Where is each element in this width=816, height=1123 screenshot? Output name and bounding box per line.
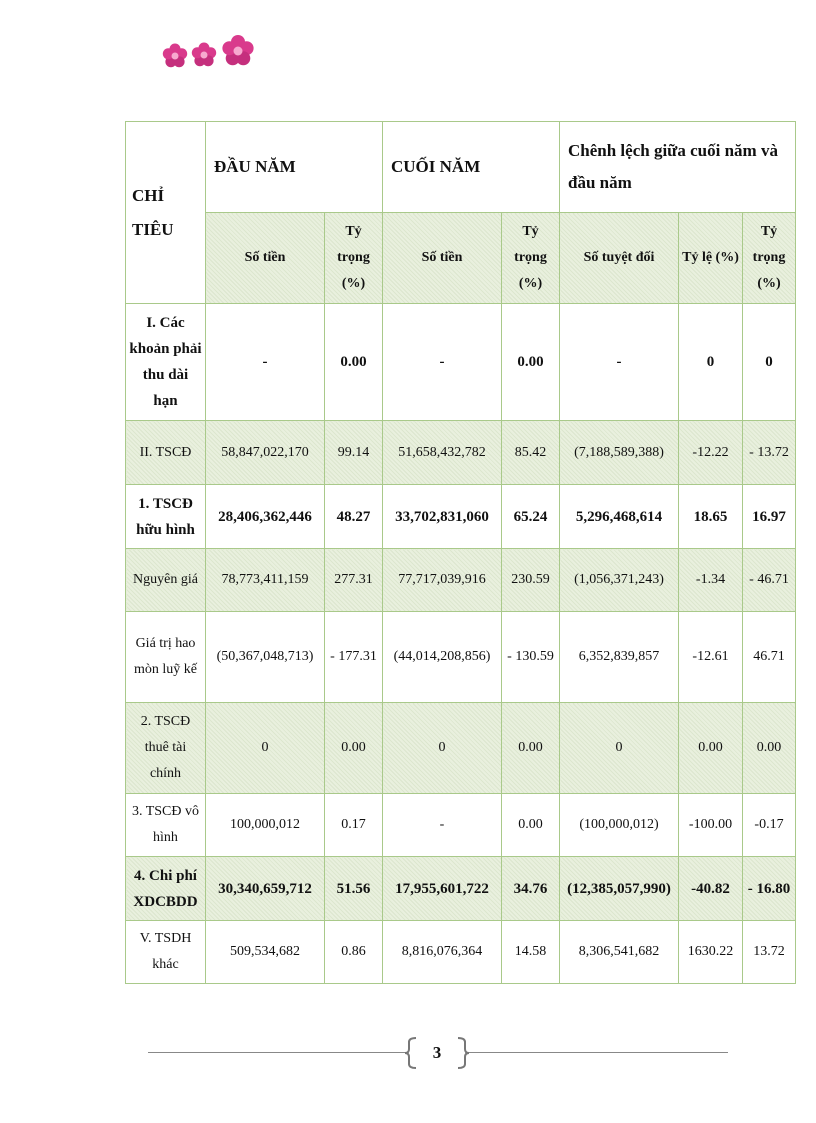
right-bracket-icon bbox=[456, 1036, 470, 1070]
cell: 1630.22 bbox=[679, 921, 743, 984]
table-row bbox=[126, 485, 796, 549]
cell: 100,000,012 bbox=[206, 794, 325, 857]
cell: 230.59 bbox=[502, 549, 560, 612]
header-so-tien: Số tiền bbox=[383, 213, 502, 304]
header-cuoi-nam: CUỐI NĂM bbox=[383, 122, 560, 213]
footer-divider bbox=[466, 1052, 728, 1053]
cell: -12.61 bbox=[679, 612, 743, 703]
cell: 51,658,432,782 bbox=[383, 421, 502, 485]
cell: 0.17 bbox=[325, 794, 383, 857]
table-row bbox=[126, 304, 796, 421]
page-footer bbox=[0, 1036, 816, 1070]
cell: -1.34 bbox=[679, 549, 743, 612]
flowers-icon bbox=[160, 32, 260, 72]
table-row bbox=[126, 421, 796, 485]
row-label: 1. TSCĐ hữu hình bbox=[126, 485, 206, 549]
cell: 13.72 bbox=[743, 921, 796, 984]
cell: 0.00 bbox=[325, 703, 383, 794]
header-ty-le: Tỷ lệ (%) bbox=[679, 213, 743, 304]
cell: 46.71 bbox=[743, 612, 796, 703]
cell: 16.97 bbox=[743, 485, 796, 549]
cell: - bbox=[383, 304, 502, 421]
footer-divider bbox=[148, 1052, 408, 1053]
row-label: V. TSDH khác bbox=[126, 921, 206, 984]
cell: (50,367,048,713) bbox=[206, 612, 325, 703]
header-ty-trong: Tỷ trọng (%) bbox=[325, 213, 383, 304]
cell: 0 bbox=[743, 304, 796, 421]
cell: - 13.72 bbox=[743, 421, 796, 485]
row-label: II. TSCĐ bbox=[126, 421, 206, 485]
cell: - 177.31 bbox=[325, 612, 383, 703]
cell: 509,534,682 bbox=[206, 921, 325, 984]
header-so-tien: Số tiền bbox=[206, 213, 325, 304]
cell: -40.82 bbox=[679, 857, 743, 921]
table-row bbox=[126, 794, 796, 857]
cell: (44,014,208,856) bbox=[383, 612, 502, 703]
header-dau-nam: ĐẦU NĂM bbox=[206, 122, 383, 213]
cell: - bbox=[206, 304, 325, 421]
cell: - bbox=[383, 794, 502, 857]
header-chi-tieu: CHỈ TIÊU bbox=[126, 122, 206, 304]
row-label: I. Các khoản phải thu dài hạn bbox=[126, 304, 206, 421]
header-so-tuyet-doi: Số tuyệt đối bbox=[560, 213, 679, 304]
cell: 58,847,022,170 bbox=[206, 421, 325, 485]
cell: 77,717,039,916 bbox=[383, 549, 502, 612]
cell: 0.00 bbox=[679, 703, 743, 794]
table-row bbox=[126, 549, 796, 612]
cell: 30,340,659,712 bbox=[206, 857, 325, 921]
cell: 0.00 bbox=[743, 703, 796, 794]
cell: (100,000,012) bbox=[560, 794, 679, 857]
cell: 78,773,411,159 bbox=[206, 549, 325, 612]
cell: - bbox=[560, 304, 679, 421]
cell: 48.27 bbox=[325, 485, 383, 549]
table-row bbox=[126, 703, 796, 794]
cell: 277.31 bbox=[325, 549, 383, 612]
cell: 85.42 bbox=[502, 421, 560, 485]
cell: (7,188,589,388) bbox=[560, 421, 679, 485]
cell: 6,352,839,857 bbox=[560, 612, 679, 703]
cell: 0 bbox=[206, 703, 325, 794]
cell: 0.00 bbox=[325, 304, 383, 421]
header-chenh-lech: Chênh lệch giữa cuối năm và đầu năm bbox=[560, 122, 796, 213]
cell: 99.14 bbox=[325, 421, 383, 485]
cell: -100.00 bbox=[679, 794, 743, 857]
cell: - 130.59 bbox=[502, 612, 560, 703]
financial-table bbox=[125, 121, 796, 984]
row-label: 4. Chi phí XDCBDD bbox=[126, 857, 206, 921]
cell: 14.58 bbox=[502, 921, 560, 984]
cell: 17,955,601,722 bbox=[383, 857, 502, 921]
row-label: 3. TSCĐ vô hình bbox=[126, 794, 206, 857]
header-ty-trong: Tỷ trọng (%) bbox=[743, 213, 796, 304]
cell: 65.24 bbox=[502, 485, 560, 549]
cell: 0.86 bbox=[325, 921, 383, 984]
cell: 0.00 bbox=[502, 794, 560, 857]
cell: 33,702,831,060 bbox=[383, 485, 502, 549]
row-label: 2. TSCĐ thuê tài chính bbox=[126, 703, 206, 794]
cell: (12,385,057,990) bbox=[560, 857, 679, 921]
cell: 0.00 bbox=[502, 703, 560, 794]
cell: 34.76 bbox=[502, 857, 560, 921]
table-row bbox=[126, 857, 796, 921]
cell: 0 bbox=[679, 304, 743, 421]
cell: 8,816,076,364 bbox=[383, 921, 502, 984]
table-row bbox=[126, 612, 796, 703]
cell: 0 bbox=[560, 703, 679, 794]
cell: 51.56 bbox=[325, 857, 383, 921]
cell: 18.65 bbox=[679, 485, 743, 549]
cell: 0 bbox=[383, 703, 502, 794]
cell: -12.22 bbox=[679, 421, 743, 485]
cell: 28,406,362,446 bbox=[206, 485, 325, 549]
header-ty-trong: Tỷ trọng (%) bbox=[502, 213, 560, 304]
page-number: 3 bbox=[432, 1043, 442, 1062]
cell: -0.17 bbox=[743, 794, 796, 857]
cell: - 16.80 bbox=[743, 857, 796, 921]
table-row bbox=[126, 921, 796, 984]
cell: 0.00 bbox=[502, 304, 560, 421]
cell: 5,296,468,614 bbox=[560, 485, 679, 549]
cell: (1,056,371,243) bbox=[560, 549, 679, 612]
cell: - 46.71 bbox=[743, 549, 796, 612]
cell: 8,306,541,682 bbox=[560, 921, 679, 984]
row-label: Nguyên giá bbox=[126, 549, 206, 612]
row-label: Giá trị hao mòn luỹ kế bbox=[126, 612, 206, 703]
